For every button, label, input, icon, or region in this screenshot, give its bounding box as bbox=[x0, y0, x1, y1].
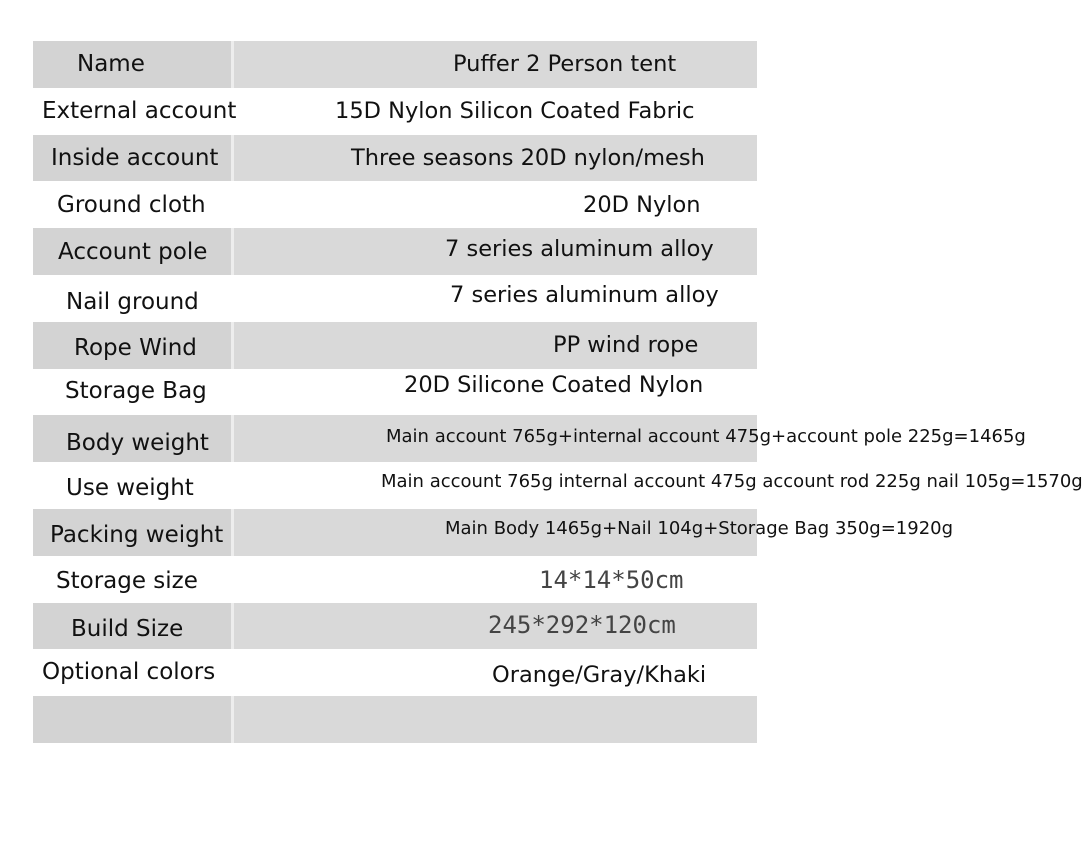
spec-label: Storage Bag bbox=[65, 378, 207, 405]
spec-value-line: Main account 765g internal account bbox=[381, 470, 706, 492]
spec-value-multiline bbox=[445, 518, 953, 540]
spec-label: Rope Wind bbox=[74, 334, 197, 361]
spec-label: Build Size bbox=[71, 615, 184, 642]
spec-label: Nail ground bbox=[66, 289, 199, 316]
spec-row-inside-account bbox=[33, 135, 757, 182]
spec-label: Use weight bbox=[66, 474, 194, 501]
spec-row-name bbox=[33, 41, 757, 88]
spec-value-line: Main Body 1465g+Nail bbox=[445, 517, 652, 539]
spec-label: Ground cloth bbox=[57, 191, 206, 218]
spec-value: 7 series aluminum alloy bbox=[445, 235, 714, 262]
spec-value: 14*14*50cm bbox=[539, 566, 684, 595]
spec-value: Puffer 2 Person tent bbox=[453, 51, 677, 78]
spec-label: Account pole bbox=[58, 238, 208, 265]
spec-table bbox=[33, 41, 1083, 743]
spec-value: Three seasons 20D nylon/mesh bbox=[351, 144, 705, 171]
spec-value: 20D Nylon bbox=[583, 191, 701, 218]
spec-row-rope-wind bbox=[33, 322, 757, 369]
spec-value-multiline bbox=[381, 471, 1083, 493]
spec-label: Name bbox=[77, 51, 145, 78]
spec-value-line: Main account 765g+internal account bbox=[386, 425, 720, 447]
spec-row-storage-size bbox=[33, 556, 757, 603]
spec-row-external-account bbox=[33, 88, 757, 135]
spec-row-storage-bag bbox=[33, 369, 757, 416]
spec-value-line: 475g account rod 225g nail 105g=1570g bbox=[710, 470, 1083, 492]
spec-value: PP wind rope bbox=[553, 332, 699, 359]
spec-label: Optional colors bbox=[42, 659, 216, 686]
spec-row-ground-cloth bbox=[33, 181, 757, 228]
spec-row-build-size bbox=[33, 603, 757, 650]
spec-row-use-weight bbox=[33, 462, 1083, 509]
spec-value: Orange/Gray/Khaki bbox=[492, 661, 707, 688]
spec-label: Inside account bbox=[51, 144, 219, 171]
spec-value-line: 475g+account pole 225g=1465g bbox=[725, 425, 1026, 447]
spec-row-empty bbox=[33, 696, 757, 743]
spec-row-body-weight bbox=[33, 415, 1026, 462]
spec-value-multiline bbox=[386, 426, 1026, 448]
spec-row-packing-weight bbox=[33, 509, 954, 556]
spec-value: 245*292*120cm bbox=[488, 610, 676, 639]
spec-label: Storage size bbox=[56, 567, 198, 594]
spec-row-account-pole bbox=[33, 228, 757, 275]
spec-label: External account bbox=[42, 98, 237, 125]
spec-value: 7 series aluminum alloy bbox=[450, 281, 719, 308]
spec-value: 20D Silicone Coated Nylon bbox=[404, 372, 704, 399]
spec-label: Body weight bbox=[66, 429, 209, 456]
spec-value: 15D Nylon Silicon Coated Fabric bbox=[335, 98, 695, 125]
spec-row-optional-colors bbox=[33, 649, 757, 696]
spec-row-nail-ground bbox=[33, 275, 757, 322]
spec-value-line: 104g+Storage Bag 350g=1920g bbox=[657, 517, 954, 539]
spec-label: Packing weight bbox=[50, 521, 224, 548]
